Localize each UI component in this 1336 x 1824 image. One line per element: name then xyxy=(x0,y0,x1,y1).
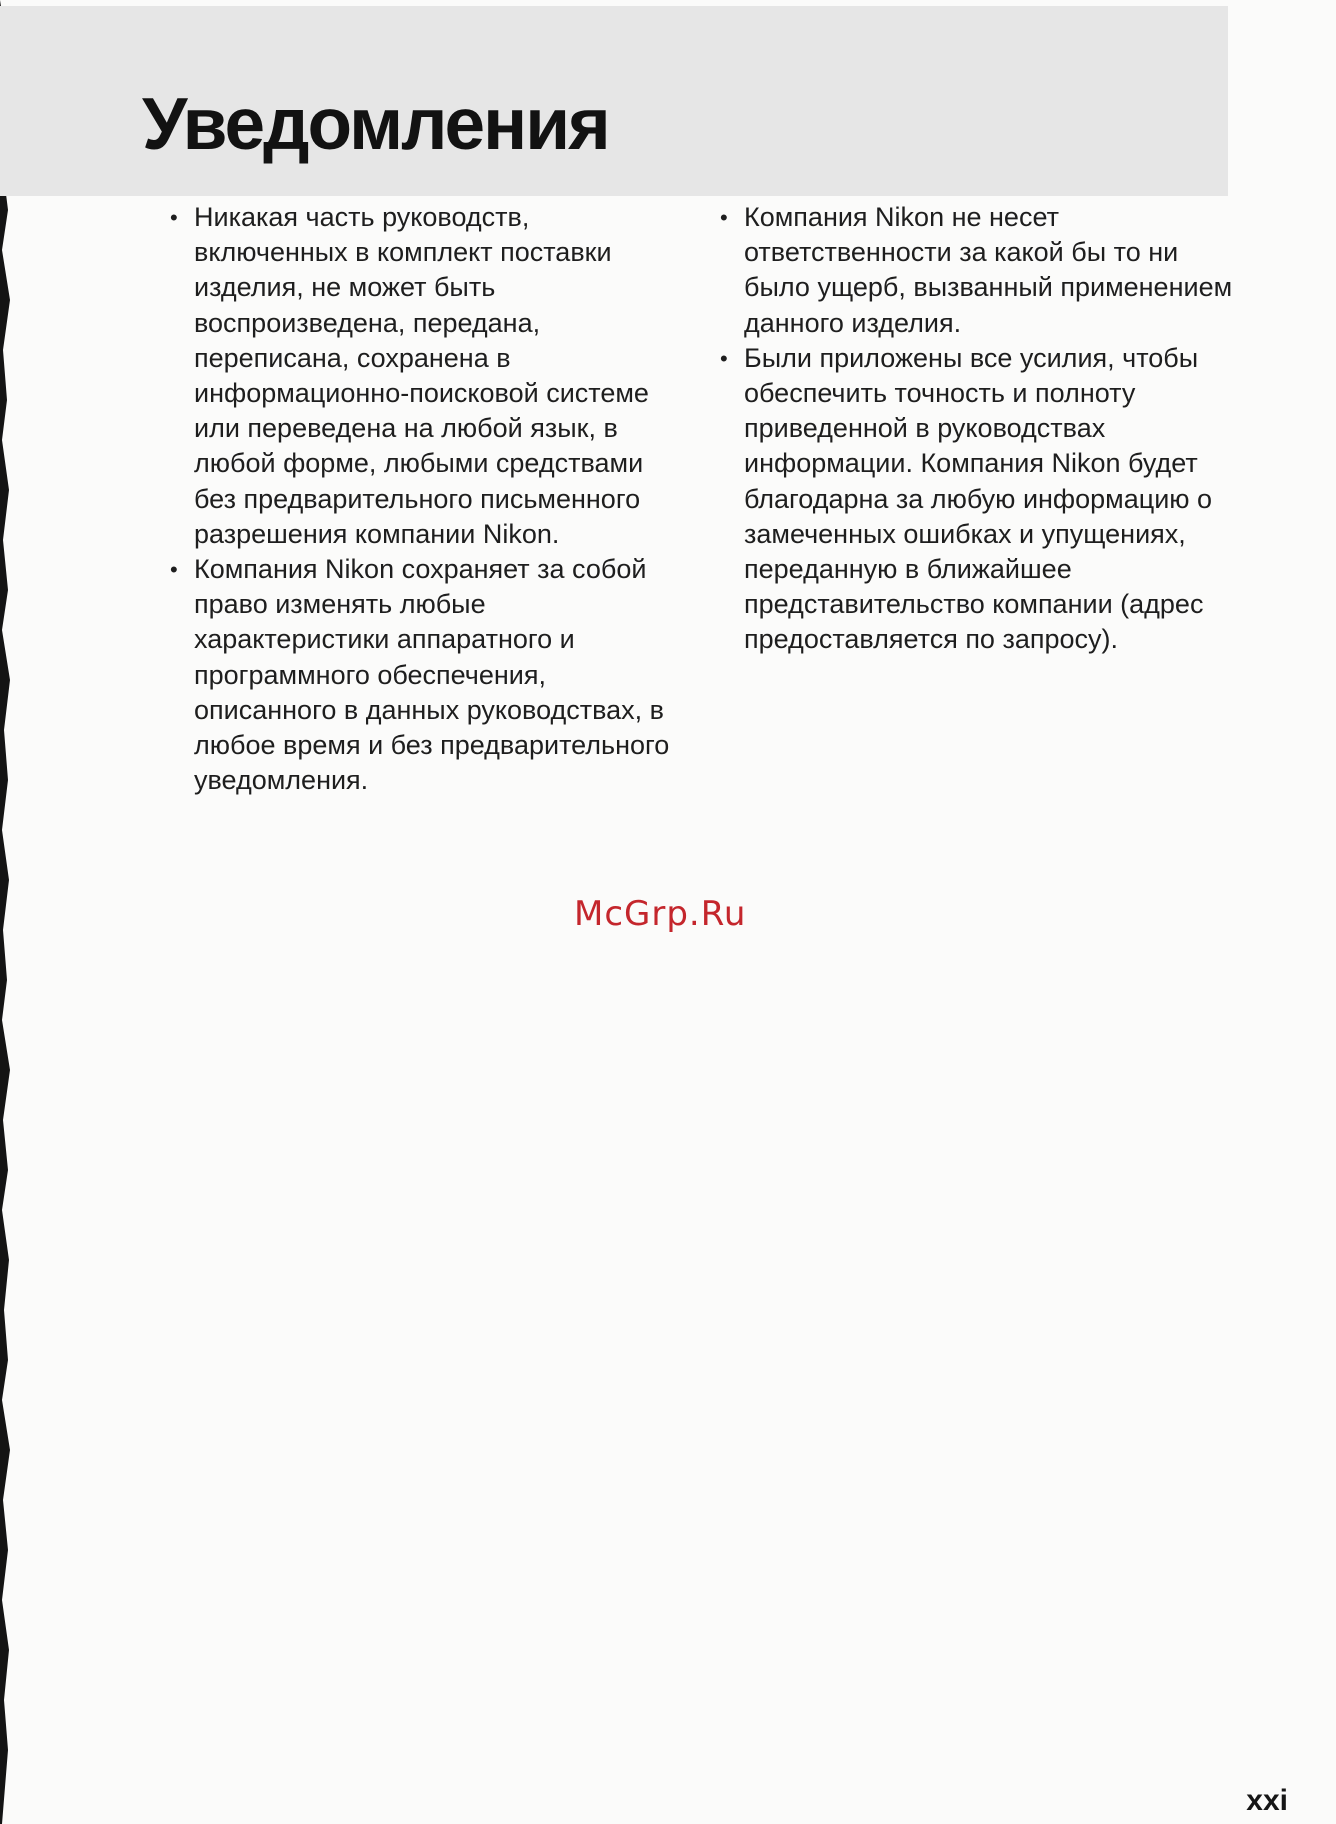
watermark: McGrp.Ru xyxy=(574,894,747,934)
page-number: xxi xyxy=(1246,1784,1288,1817)
list-item xyxy=(170,200,670,552)
list-item-text: Были приложены все усилия, чтобы обеспечить точность и полноту приведенной в руководствах информации. Компания Nikon будет благодарна за любую информацию о замеченных ошибках и упущениях, переданную в ближайшее представительство компании (адрес предоставляется по запросу). xyxy=(744,342,1213,655)
page-title: Уведомления xyxy=(142,84,609,165)
list-item xyxy=(170,552,670,798)
list-item-text: Никакая часть руководств, включенных в комплект поставки изделия, не может быть воспроизведена, передана, переписана, сохранена в информационно-поисковой системе или переведена на любой язык, в любой форме, любыми средствами без предварительного письменного разрешения компании Nikon. xyxy=(194,202,649,549)
scan-binding-edge xyxy=(0,0,16,1824)
right-column xyxy=(720,200,1240,658)
list-item-text: Компания Nikon не несет ответственности за какой бы то ни было ущерб, вызванный применением данного изделия. xyxy=(744,202,1233,338)
list-item xyxy=(720,200,1240,341)
list-item xyxy=(720,341,1240,658)
left-column xyxy=(170,200,670,798)
bullet: • xyxy=(720,345,728,371)
list-item-text: Компания Nikon сохраняет за собой право изменять любые характеристики аппаратного и программного обеспечения, описанного в данных руководствах, в любое время и без предварительного уведомления. xyxy=(194,554,670,796)
bullet: • xyxy=(170,205,178,230)
bullet: • xyxy=(720,205,728,230)
bullet: • xyxy=(170,557,178,583)
